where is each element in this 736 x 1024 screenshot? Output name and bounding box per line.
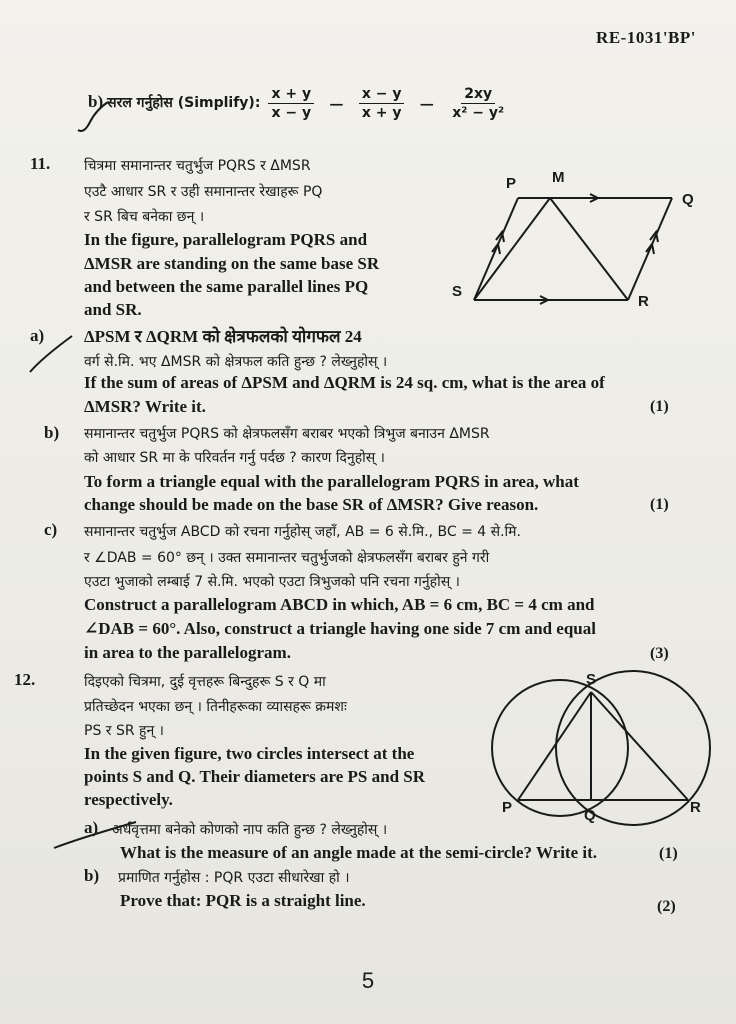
minus-sign: −	[418, 91, 436, 116]
point-R: R	[690, 799, 701, 816]
q11c-np-line-1: समानान्तर चतुर्भुज ABCD को रचना गर्नुहोस् जहाँ, AB = 6 से.मि., BC = 4 से.मि.	[84, 524, 521, 540]
q11-en-line-1: In the figure, parallelogram PQRS and	[84, 230, 368, 249]
q11c-en-line-1: Construct a parallelogram ABCD in which, AB = 6 cm, BC = 4 cm and	[84, 595, 595, 614]
q12a-en: What is the measure of an angle made at the semi-circle? Write it.	[120, 843, 598, 862]
fraction-3-numerator: 2xy	[461, 86, 495, 104]
vertex-P: P	[506, 175, 517, 192]
q12a-label: a)	[84, 818, 99, 837]
fraction-1	[268, 86, 314, 121]
vertex-S: S	[452, 283, 463, 300]
q12-en-line-3: respectively.	[84, 790, 173, 809]
q11c-label: c)	[44, 520, 58, 539]
fraction-2-numerator: x − y	[359, 86, 405, 104]
q11a-np-line-2: वर्ग से.मि. भए ΔMSR को क्षेत्रफल कति हुन्छ ? लेख्नुहोस् ।	[84, 354, 388, 370]
parallelogram-figure	[440, 160, 710, 320]
q11a-en-line-1: If the sum of areas of ΔPSM and ΔQRM is 24 sq. cm, what is the area of	[84, 373, 605, 392]
point-Q: Q	[584, 807, 596, 824]
q10b-instruction: सरल गर्नुहोस (Simplify):	[107, 95, 261, 112]
q11b-marks: (1)	[650, 496, 669, 513]
q11c-np-line-2: र ∠DAB = 60° छन् । उक्त समानान्तर चतुर्भुजको क्षेत्रफलसँग बराबर हुने गरी	[84, 550, 490, 566]
page-number: 5	[361, 968, 375, 993]
q11-np-line-1: चित्रमा समानान्तर चतुर्भुज PQRS र ΔMSR	[84, 158, 311, 174]
q11a-np-line-1: ΔPSM र ΔQRM को क्षेत्रफलको योगफल 24	[84, 327, 362, 346]
q11a-label: a)	[30, 326, 45, 345]
q11a-marks: (1)	[650, 398, 669, 415]
q11b-np-line-2: को आधार SR मा के परिवर्तन गर्नु पर्दछ ? कारण दिनुहोस् ।	[84, 450, 385, 466]
q11b-en-line-2: change should be made on the base SR of ΔMSR? Give reason.	[84, 495, 539, 514]
q11b-en-line-1: To form a triangle equal with the parallelogram PQRS in area, what	[84, 472, 579, 491]
q12-np-line-1: दिइएको चित्रमा, दुई वृत्तहरू बिन्दुहरू S र Q मा	[84, 674, 326, 690]
q10b-row	[88, 86, 511, 121]
pen-tick-mark	[74, 100, 114, 136]
q12a-marks: (1)	[659, 845, 678, 862]
pen-tick-mark	[28, 332, 78, 376]
vertex-Q: Q	[682, 191, 694, 208]
q11-np-line-2: एउटै आधार SR र उही समानान्तर रेखाहरू PQ	[84, 184, 323, 200]
q11c-marks: (3)	[650, 645, 669, 662]
q11-np-line-3: र SR बिच बनेका छन् ।	[84, 209, 205, 225]
q12-number: 12.	[14, 670, 36, 689]
exam-code: RE-1031'BP'	[596, 28, 696, 47]
vertex-R: R	[638, 293, 649, 310]
q10b-label: b)	[88, 92, 104, 112]
q11-en-line-4: and SR.	[84, 300, 142, 319]
circles-figure	[478, 668, 718, 826]
q11-number: 11.	[30, 154, 51, 173]
q11c-en-line-2: ∠DAB = 60°. Also, construct a triangle having one side 7 cm and equal	[84, 619, 596, 638]
fraction-1-numerator: x + y	[268, 86, 314, 104]
minus-sign: −	[328, 91, 345, 116]
q12b-np: प्रमाणित गर्नुहोस : PQR एउटा सीधारेखा हो ।	[118, 870, 350, 886]
q11b-label: b)	[44, 423, 60, 442]
q12a-np: अर्धवृत्तमा बनेको कोणको नाप कति हुन्छ ? लेख्नुहोस् ।	[112, 822, 388, 838]
q12-en-line-2: points S and Q. Their diameters are PS and SR	[84, 767, 426, 786]
point-P: P	[502, 799, 513, 816]
vertex-M: M	[552, 169, 565, 186]
q12-en-line-1: In the given figure, two circles intersect at the	[84, 744, 415, 763]
q12-np-line-2: प्रतिच्छेदन भएका छन् । तिनीहरूका व्यासहरू क्रमशः	[84, 699, 347, 715]
fraction-3-denominator: x² − y²	[452, 105, 505, 121]
q12-np-line-3: PS र SR हुन् ।	[84, 723, 164, 739]
point-S: S	[586, 671, 597, 688]
q11a-en-line-2: ΔMSR? Write it.	[84, 397, 206, 416]
q12b-label: b)	[84, 866, 100, 885]
fraction-2	[359, 86, 405, 121]
fraction-2-denominator: x + y	[361, 105, 402, 121]
q11c-en-line-3: in area to the parallelogram.	[84, 643, 291, 662]
q11b-np-line-1: समानान्तर चतुर्भुज PQRS को क्षेत्रफलसँग बराबर भएको त्रिभुज बनाउन ΔMSR	[84, 426, 490, 442]
q11-en-line-2: ΔMSR are standing on the same base SR	[84, 254, 380, 273]
fraction-1-denominator: x − y	[271, 105, 312, 121]
q11-en-line-3: and between the same parallel lines PQ	[84, 277, 369, 296]
fraction-3	[449, 86, 507, 121]
q12b-en: Prove that: PQR is a straight line.	[120, 891, 366, 910]
q11c-np-line-3: एउटा भुजाको लम्बाई 7 से.मि. भएको एउटा त्रिभुजको पनि रचना गर्नुहोस् ।	[84, 574, 460, 590]
q12b-marks: (2)	[657, 898, 676, 915]
